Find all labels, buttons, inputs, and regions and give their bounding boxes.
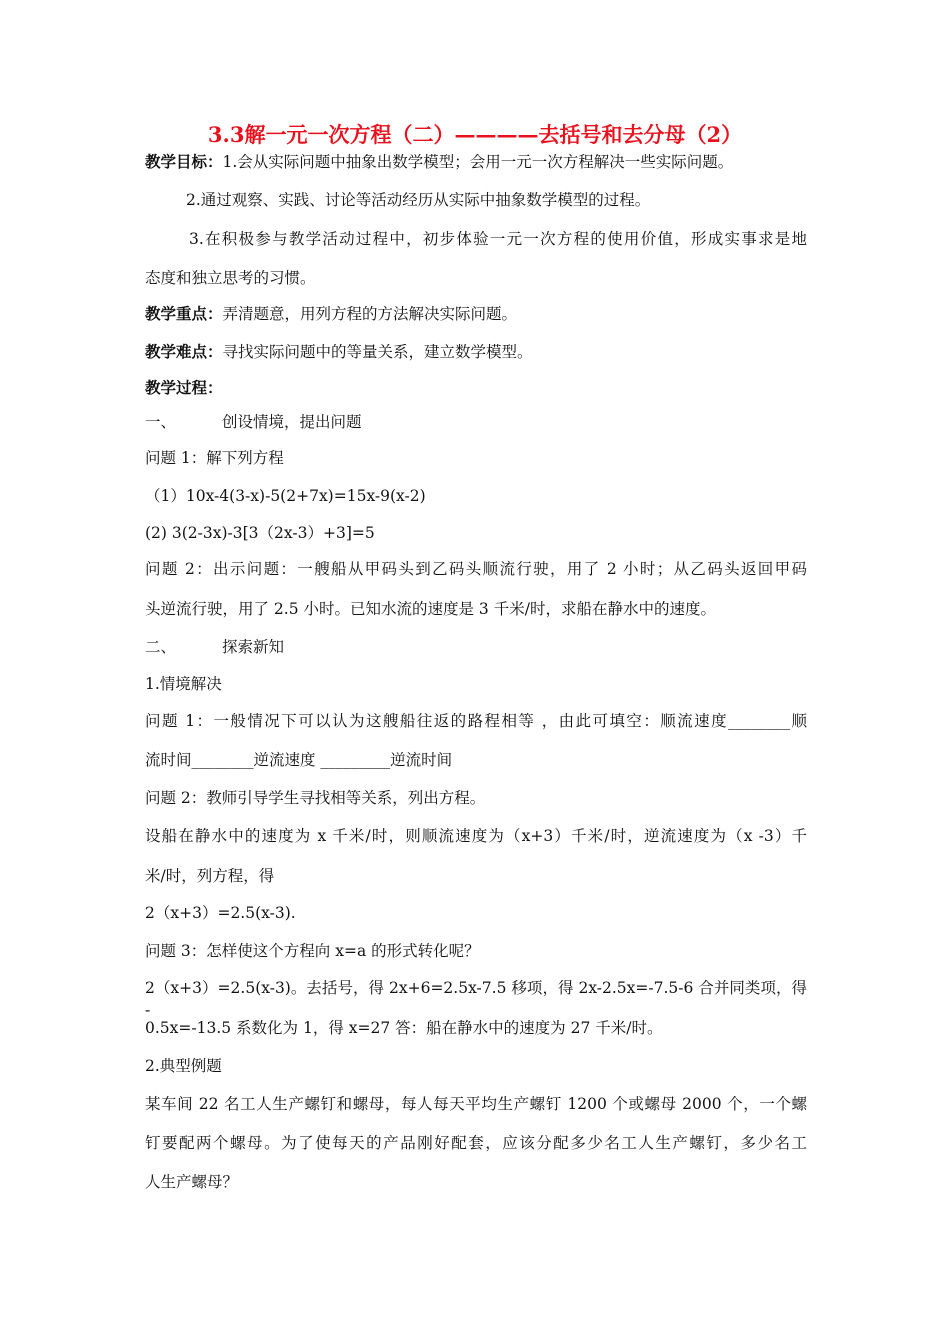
section-1-question-1: 问题 1：解下列方程: [145, 449, 284, 467]
key-point: 教学重点：弄清题意，用列方程的方法解决实际问题。: [145, 304, 518, 323]
teaching-goals-item-3-line-1: 3.在积极参与教学活动过程中，初步体验一元一次方程的使用价值，形成实事求是地: [189, 230, 807, 248]
example-line-1: 某车间 22 名工人生产螺钉和螺母，每人每天平均生产螺钉 1200 个或螺母 2000 个，一个螺: [145, 1095, 807, 1113]
key-point-label: 教学重点：: [145, 304, 223, 323]
section-1-question-2-line-1: 问题 2：出示问题：一艘船从甲码头到乙码头顺流行驶，用了 2 小时；从乙码头返回甲码: [145, 560, 807, 578]
subsection-situation: 1.情境解决: [145, 675, 222, 693]
section-2-question-1-line-2: 流时间________逆流速度 _________逆流时间: [145, 751, 453, 769]
teaching-goals-item-1: 教学目标：1.会从实际问题中抽象出数学模型；会用一元一次方程解决一些实际问题。: [145, 152, 734, 171]
solution-steps-line-1: 2（x+3）=2.5(x-3)。去括号，得 2x+6=2.5x-7.5 移项，得 2x-2.5x=-7.5-6 合并同类项，得 -: [145, 979, 807, 1019]
section-2-question-2: 问题 2：教师引导学生寻找相等关系，列出方程。: [145, 789, 486, 807]
setup-paragraph-line-1: 设船在静水中的速度为 x 千米/时，则顺流速度为（x+3）千米/时，逆流速度为（x -3）千: [145, 827, 807, 845]
equation-1: （1）10x-4(3-x)-5(2+7x)=15x-9(x-2): [145, 487, 426, 505]
section-2-heading: 二、 探索新知: [145, 638, 285, 656]
example-line-2: 钉要配两个螺母。为了使每天的产品刚好配套，应该分配多少名工人生产螺钉，多少名工: [145, 1134, 807, 1152]
example-line-3: 人生产螺母？: [145, 1173, 239, 1191]
teaching-goals-item-3-line-2: 态度和独立思考的习惯。: [145, 269, 316, 287]
setup-paragraph-line-2: 米/时，列方程，得: [145, 867, 275, 885]
difficulty-label: 教学难点：: [145, 342, 223, 361]
teaching-goals-item-2: 2.通过观察、实践、讨论等活动经历从实际中抽象数学模型的过程。: [186, 191, 651, 209]
teaching-goals-label: 教学目标：: [145, 152, 223, 171]
process-label: 教学过程：: [145, 378, 223, 397]
equation-2: (2) 3(2-3x)-3[3（2x-3）+3]=5: [145, 524, 375, 542]
solution-steps-line-2: 0.5x=-13.5 系数化为 1，得 x=27 答：船在静水中的速度为 27 千米/时。: [145, 1019, 663, 1037]
document-title: 3.3解一元一次方程（二）————去括号和去分母（2）: [207, 122, 743, 147]
equation-3: 2（x+3）=2.5(x-3).: [145, 904, 296, 922]
difficulty: 教学难点：寻找实际问题中的等量关系，建立数学模型。: [145, 342, 533, 361]
subsection-example: 2.典型例题: [145, 1057, 222, 1075]
section-2-question-1-line-1: 问题 1：一般情况下可以认为这艘船往返的路程相等 ，由此可填空：顺流速度________顺: [145, 712, 807, 730]
section-2-question-3: 问题 3：怎样使这个方程向 x=a 的形式转化呢？: [145, 942, 480, 960]
section-1-question-2-line-2: 头逆流行驶，用了 2.5 小时。已知水流的速度是 3 千米/时，求船在静水中的速度。: [145, 600, 716, 618]
section-1-heading: 一、 创设情境，提出问题: [145, 413, 362, 431]
